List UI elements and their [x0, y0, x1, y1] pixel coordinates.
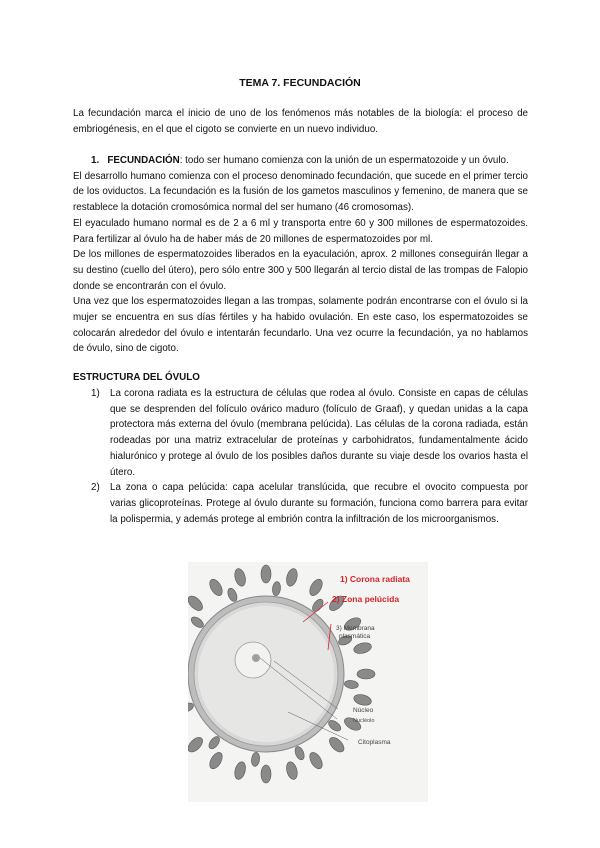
list-item [91, 480, 528, 527]
section-title: FECUNDACIÓN [107, 155, 180, 166]
cell [261, 565, 271, 583]
label-membrana-line1: 3) Membrana [336, 625, 375, 632]
label-nucleolo: Nucléolo [353, 718, 375, 724]
ovum-diagram [188, 562, 428, 802]
paragraph: El eyaculado humano normal es de 2 a 6 ml y transporta entre 60 y 300 millones de espermatozoides. Para fertilizar al óvulo ha de haber más de 20 millones de espermatozoides por ml. [73, 217, 528, 245]
paragraph: De los millones de espermatozoides liberados en la eyaculación, aprox. 2 millones conseguirán llegar a su destino (cuello del útero), pero sólo entre 300 y 500 llegarán al tercio distal de las trompas de Falopio donde se encontrarán con el óvulo. [73, 249, 528, 292]
section-number: 1. [91, 155, 100, 166]
list-item-number: 1) [91, 388, 100, 399]
nucleolus [252, 654, 260, 662]
paragraph: Una vez que los espermatozoides llegan a las trompas, solamente podrán encontrarse con el óvulo si la mujer se encuentra en sus días fértiles y ha habido ovulación. En este caso, los espermatozoides se colocarán alrededor del óvulo e intentarán fecundarlo. Una vez ocurre la fecundación, ya no hablamos de óvulo, sino de cigoto. [73, 296, 528, 355]
structure-heading: ESTRUCTURA DEL ÓVULO [73, 372, 200, 383]
cell [357, 669, 375, 679]
label-corona: 1) Corona radiata [340, 574, 410, 584]
list-item [91, 386, 528, 480]
list-item-number: 2) [91, 482, 100, 494]
list-item-text: La corona radiata es la estructura de células que rodea al óvulo. Consiste en capas de células que se desprenden del folículo ovárico maduro (folículo de Graaf), y quedan unidas a la capa protectora más externa del óvulo (membrana pelúcida). Las células de la corona radiada, están rodeadas por una matriz extracelular de proteínas y carbohidratos, fundamentalmente ácido hialurónico y protege al óvulo de los posibles daños durante su viaje desde los ovarios hasta el útero. [110, 388, 528, 478]
label-zona: 2) Zona pelúcida [332, 594, 400, 604]
section-heading-line [73, 153, 528, 169]
label-nucleo: Núcleo [353, 707, 374, 714]
list-item-text: La zona o capa pelúcida: capa acelular translúcida, que recubre el ovocito compuesta por varias glicoproteínas. Protege al óvulo durante su formación, funciona como barrera para evitar la polispermia, y además protege al embrión contra la infiltración de los microorganismos. [110, 482, 528, 525]
page-title: TEMA 7. FECUNDACIÓN [239, 77, 361, 89]
intro-paragraph [73, 106, 528, 137]
label-citoplasma: Citoplasma [358, 739, 391, 746]
section-fecundacion [73, 153, 528, 357]
intro-text: La fecundación marca el inicio de uno de los fenómenos más notables de la biología: el proceso de embriogénesis, en el que el cigoto se convierte en un nuevo individuo. [73, 108, 528, 135]
structure-list [91, 386, 528, 527]
paragraph: El desarrollo humano comienza con el proceso denominado fecundación, que sucede en el primer tercio de los oviductos. La fecundación es la fusión de los gametos masculinos y femenino, de manera que se restablece la dotación cromosómica normal del ser humano (46 cromosomas). [73, 170, 528, 214]
cytoplasm [198, 606, 334, 742]
cell [261, 765, 271, 783]
section-lead: : todo ser humano comienza con la unión de un espermatozoide y un óvulo. [179, 155, 509, 166]
label-membrana-line2: plasmática [339, 633, 371, 640]
